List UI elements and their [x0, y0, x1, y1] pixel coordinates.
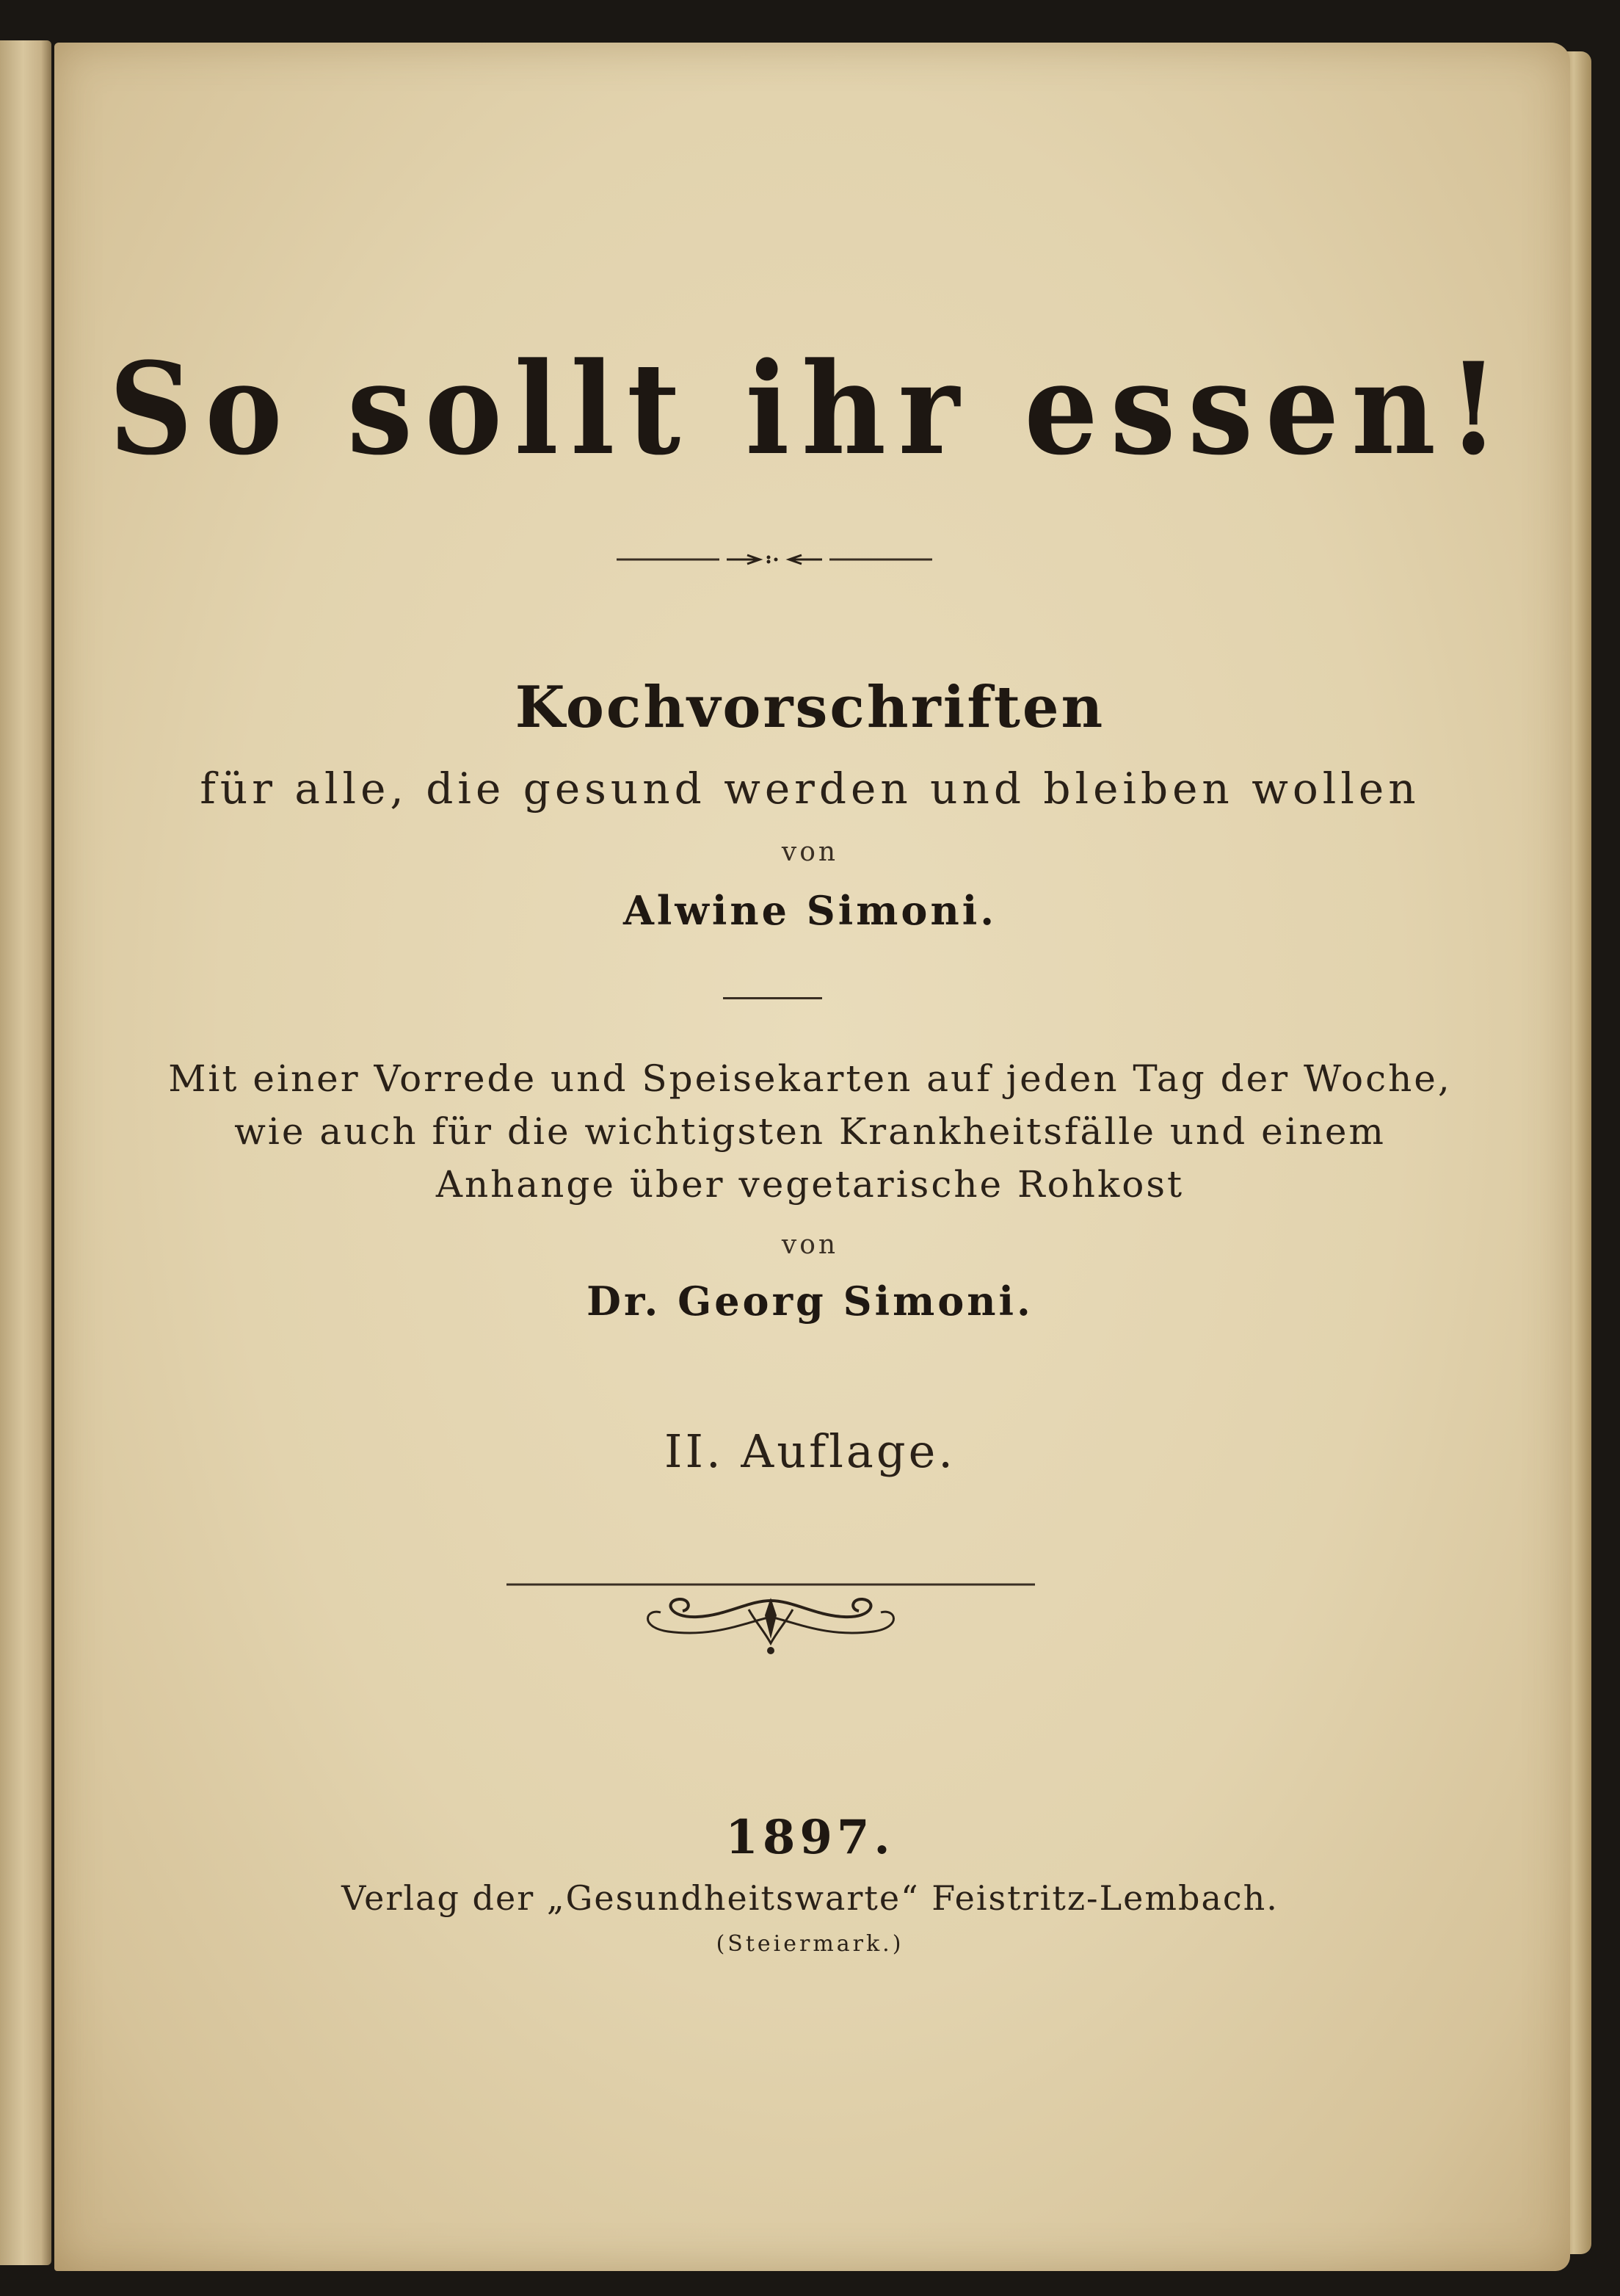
section-rule [723, 997, 822, 999]
title-divider-ornament [617, 551, 932, 568]
edition-label: II. Auflage. [664, 1424, 956, 1478]
vignette-ornament [506, 1571, 1035, 1659]
subtitle-tagline: für alle, die gesund werden und bleiben wollen [200, 764, 1420, 814]
author-name-1: Alwine Simoni. [622, 887, 998, 934]
author-name-2: Dr. Georg Simoni. [586, 1278, 1034, 1325]
book-title: So sollt ihr essen! [109, 334, 1511, 483]
description-line: Mit einer Vorrede und Speisekarten auf jeden Tag der Woche, [168, 1057, 1452, 1100]
publisher-line: Verlag der „Gesundheitswarte“ Feistritz-Lembach. [341, 1878, 1279, 1918]
book-subtitle: Kochvorschriften [515, 674, 1105, 741]
by-label-1: von [781, 837, 839, 867]
description-line: Anhange über vegetarische Rohkost [435, 1163, 1185, 1206]
publisher-region: (Steiermark.) [716, 1931, 904, 1957]
publication-year: 1897. [725, 1810, 895, 1865]
description-line: wie auch für die wichtigsten Krankheitsfälle und einem [234, 1110, 1386, 1153]
by-label-2: von [781, 1230, 839, 1260]
